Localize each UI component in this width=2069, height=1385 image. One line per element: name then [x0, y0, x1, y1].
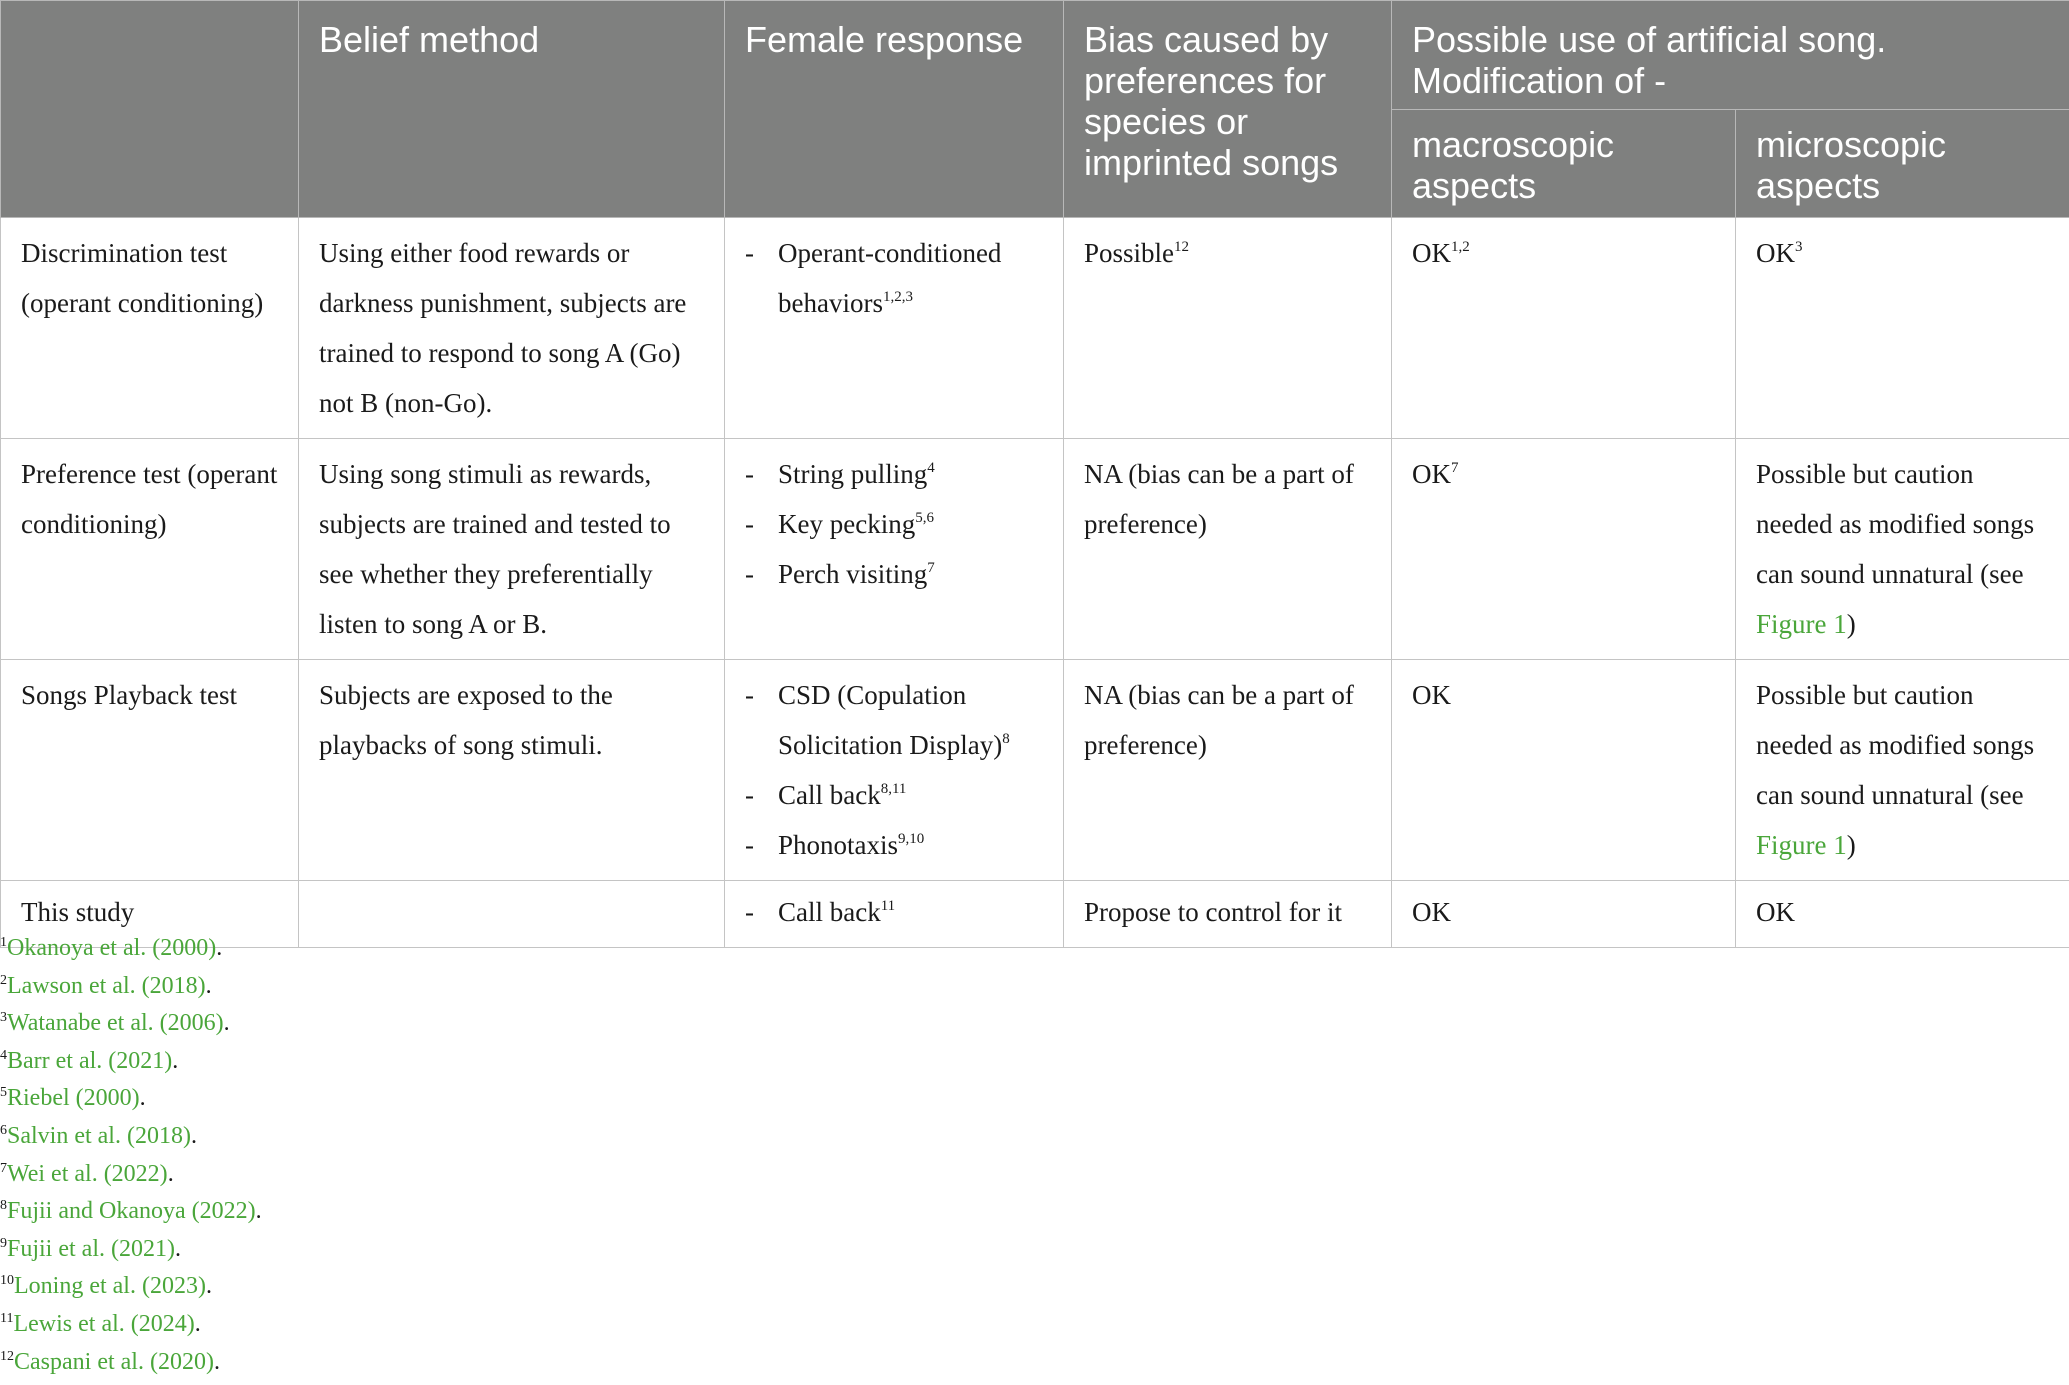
footnote	[0, 1193, 262, 1231]
bias-text: NA (bias can be a part of preference)	[1084, 680, 1354, 760]
cell-microscopic	[1736, 660, 2069, 881]
table-body	[1, 218, 2069, 948]
cell-female-response	[725, 439, 1064, 660]
footnote-end: .	[205, 1273, 212, 1300]
superscript-ref: 4	[927, 460, 935, 476]
header-microscopic: microscopic aspects	[1736, 110, 2069, 218]
figure-link[interactable]: Figure 1	[1756, 609, 1847, 639]
reference-link[interactable]: Fujii et al. (2021)	[7, 1235, 175, 1262]
header-artificial-song: Possible use of artificial song. Modification of -	[1392, 1, 2069, 110]
cell-female-response	[725, 660, 1064, 881]
footnote	[0, 1005, 262, 1043]
microscopic-tail: )	[1846, 609, 1856, 639]
table-row	[1, 881, 2069, 948]
figure-link[interactable]: Figure 1	[1756, 830, 1847, 860]
superscript-ref: 7	[1451, 460, 1459, 476]
response-text: Perch visiting	[778, 559, 928, 589]
method-text: Using song stimuli as rewards, subjects are trained and tested to see whether they preferentially listen to song A or B.	[319, 459, 671, 639]
cell-bias	[1064, 218, 1392, 439]
response-item	[745, 770, 1043, 820]
response-item	[745, 820, 1043, 870]
macroscopic-text: OK	[1412, 238, 1451, 268]
header-female-response: Female response	[725, 1, 1064, 218]
response-list	[745, 887, 1043, 937]
cell-method	[299, 218, 725, 439]
footnote-number: 12	[0, 1348, 14, 1364]
footnote-end: .	[194, 1310, 201, 1337]
superscript-ref: 3	[1795, 239, 1803, 255]
superscript-ref: 12	[1174, 239, 1190, 255]
footnote	[0, 930, 262, 968]
footnote	[0, 1080, 262, 1118]
response-item	[745, 499, 1043, 549]
cell-macroscopic	[1392, 439, 1736, 660]
footnote-end: .	[167, 1160, 174, 1187]
superscript-ref: 9,10	[898, 831, 925, 847]
table-row	[1, 439, 2069, 660]
method-text: Using either food rewards or darkness punishment, subjects are trained to respond to song A (Go) not B (non-Go).	[319, 238, 687, 418]
microscopic-text: Possible but caution needed as modified songs can sound unnatural (see	[1756, 459, 2035, 589]
table-row	[1, 660, 2069, 881]
header-empty	[1, 1, 299, 218]
cell-test-name	[1, 660, 299, 881]
microscopic-tail: )	[1846, 830, 1856, 860]
footnote-number: 5	[0, 1085, 7, 1101]
macroscopic-text: OK	[1412, 897, 1451, 927]
response-item	[745, 228, 1043, 328]
cell-method	[299, 881, 725, 948]
footnote-end: .	[255, 1198, 262, 1225]
superscript-ref: 1,2,3	[882, 289, 913, 305]
footnote-number: 8	[0, 1198, 7, 1214]
superscript-ref: 7	[927, 560, 935, 576]
footnote	[0, 1043, 262, 1081]
response-item	[745, 449, 1043, 499]
cell-microscopic	[1736, 881, 2069, 948]
macroscopic-text: OK	[1412, 680, 1451, 710]
reference-link[interactable]: Barr et al. (2021)	[7, 1047, 173, 1074]
superscript-ref: 8	[1002, 731, 1010, 747]
footnote-end: .	[172, 1047, 179, 1074]
footnote	[0, 1306, 262, 1344]
test-name: Songs Playback test	[21, 680, 237, 710]
footnote-number: 10	[0, 1273, 14, 1289]
method-text: Subjects are exposed to the playbacks of song stimuli.	[319, 680, 613, 760]
footnote-end: .	[205, 972, 212, 999]
cell-female-response	[725, 881, 1064, 948]
response-text: Call back	[778, 780, 881, 810]
cell-female-response	[725, 218, 1064, 439]
footnote	[0, 1344, 262, 1382]
footnote	[0, 1156, 262, 1194]
reference-link[interactable]: Lawson et al. (2018)	[7, 972, 206, 999]
cell-bias	[1064, 881, 1392, 948]
cell-test-name	[1, 218, 299, 439]
response-text: Phonotaxis	[778, 830, 899, 860]
reference-link[interactable]: Fujii and Okanoya (2022)	[7, 1198, 256, 1225]
reference-link[interactable]: Watanabe et al. (2006)	[7, 1010, 224, 1037]
microscopic-text: Possible but caution needed as modified songs can sound unnatural (see	[1756, 680, 2035, 810]
test-name: Discrimination test (operant conditioning)	[21, 238, 264, 318]
response-item	[745, 887, 1043, 937]
footnote-number: 2	[0, 972, 7, 988]
cell-macroscopic	[1392, 660, 1736, 881]
macroscopic-text: OK	[1412, 459, 1451, 489]
reference-link[interactable]: Caspani et al. (2020)	[14, 1348, 214, 1375]
cell-method	[299, 660, 725, 881]
footnote-number: 9	[0, 1235, 7, 1251]
cell-microscopic	[1736, 439, 2069, 660]
footnote-number: 6	[0, 1122, 7, 1138]
footnote-end: .	[216, 935, 223, 961]
footnote-end: .	[213, 1348, 220, 1375]
footnote	[0, 968, 262, 1006]
footnote-end: .	[190, 1122, 197, 1149]
superscript-ref: 1,2	[1451, 239, 1470, 255]
superscript-ref: 8,11	[880, 781, 907, 797]
cell-bias	[1064, 660, 1392, 881]
microscopic-text: OK	[1756, 897, 1795, 927]
reference-link[interactable]: Wei et al. (2022)	[7, 1160, 168, 1187]
reference-link[interactable]: Lewis et al. (2024)	[13, 1310, 195, 1337]
test-name: This study	[21, 897, 135, 927]
table-header	[1, 1, 2069, 218]
footnote	[0, 1231, 262, 1269]
reference-link[interactable]: Salvin et al. (2018)	[7, 1122, 191, 1149]
footnote-number: 4	[0, 1047, 7, 1063]
response-item	[745, 670, 1043, 770]
cell-macroscopic	[1392, 218, 1736, 439]
response-text: Key pecking	[778, 509, 916, 539]
bias-text: Possible	[1084, 238, 1175, 268]
cell-method	[299, 439, 725, 660]
footnote-number: 7	[0, 1160, 7, 1176]
footnote-number: 11	[0, 1310, 14, 1326]
footnotes	[0, 930, 262, 1381]
footnote-end: .	[139, 1085, 146, 1112]
response-list	[745, 228, 1043, 328]
footnote-number: 1	[0, 935, 7, 950]
table-row	[1, 218, 2069, 439]
response-list	[745, 449, 1043, 599]
microscopic-text: OK	[1756, 238, 1795, 268]
footnote-end: .	[174, 1235, 181, 1262]
reference-link[interactable]: Loning et al. (2023)	[14, 1273, 206, 1300]
header-macroscopic: macroscopic aspects	[1392, 110, 1736, 218]
reference-link[interactable]: Okanoya et al. (2000)	[7, 935, 217, 961]
superscript-ref: 11	[880, 898, 896, 914]
header-bias: Bias caused by preferences for species or imprinted songs	[1064, 1, 1392, 218]
response-text: CSD (Copulation Solicitation Display)	[778, 680, 1003, 760]
response-list	[745, 670, 1043, 870]
cell-bias	[1064, 439, 1392, 660]
footnote	[0, 1118, 262, 1156]
footnote	[0, 1268, 262, 1306]
superscript-ref: 5,6	[915, 510, 934, 526]
cell-macroscopic	[1392, 881, 1736, 948]
response-text: Operant-conditioned behaviors	[778, 238, 1002, 318]
footnote-end: .	[223, 1010, 230, 1037]
footnote-number: 3	[0, 1010, 7, 1026]
response-text: Call back	[778, 897, 881, 927]
response-text: String pulling	[778, 459, 928, 489]
header-belief-method: Belief method	[299, 1, 725, 218]
response-item	[745, 549, 1043, 599]
bias-text: NA (bias can be a part of preference)	[1084, 459, 1354, 539]
bias-text: Propose to control for it	[1084, 897, 1342, 927]
cell-microscopic	[1736, 218, 2069, 439]
test-name: Preference test (operant conditioning)	[21, 459, 278, 539]
reference-link[interactable]: Riebel (2000)	[7, 1085, 140, 1112]
cell-test-name	[1, 439, 299, 660]
